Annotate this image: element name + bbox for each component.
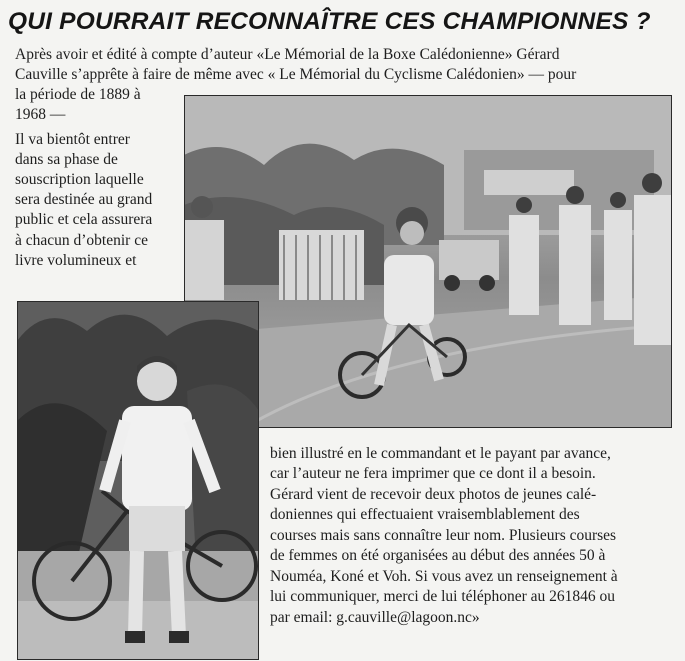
- body-line: 1968 —: [15, 106, 66, 123]
- body-line: lui communiquer, merci de lui téléphoner au 261846 ou: [270, 588, 616, 605]
- body-line: la période de 1889 à: [15, 86, 141, 103]
- body-line: public et cela assurera: [15, 211, 153, 228]
- body-line: livre volumineux et: [15, 252, 137, 269]
- body-line: dans sa phase de: [15, 151, 118, 168]
- body-line: bien illustré en le commandant et le payant par avance,: [270, 445, 611, 462]
- portrait-photo: [17, 301, 259, 660]
- body-line: Après avoir et édité à compte d’auteur «Le Mémorial de la Boxe Calédonienne» Gérard: [15, 46, 560, 63]
- body-line: sera destinée au grand: [15, 191, 153, 208]
- body-line: par email: g.cauville@lagoon.nc»: [270, 609, 480, 626]
- body-line: car l’auteur ne fera imprimer que ce dont il a besoin.: [270, 465, 596, 482]
- body-line: doniennes qui effectuaient vraisemblablement des: [270, 506, 580, 523]
- body-line: à chacun d’obtenir ce: [15, 232, 148, 249]
- body-line: Cauville s’apprête à faire de même avec « Le Mémorial du Cyclisme Calédonien» — pour: [15, 66, 577, 83]
- body-line: courses mais sans connaître leur nom. Plusieurs courses: [270, 527, 617, 544]
- body-line: souscription laquelle: [15, 171, 144, 188]
- body-line: Gérard vient de recevoir deux photos de jeunes calé-: [270, 486, 597, 503]
- body-line: Nouméa, Koné et Voh. Si vous avez un renseignement à: [270, 568, 618, 585]
- body-line: Il va bientôt entrer: [15, 131, 130, 148]
- body-line: de femmes on été organisées au début des années 50 à: [270, 547, 606, 564]
- portrait-photo-border: [17, 301, 259, 660]
- headline: QUI POURRAIT RECONNAÎTRE CES CHAMPIONNES ?: [8, 8, 651, 35]
